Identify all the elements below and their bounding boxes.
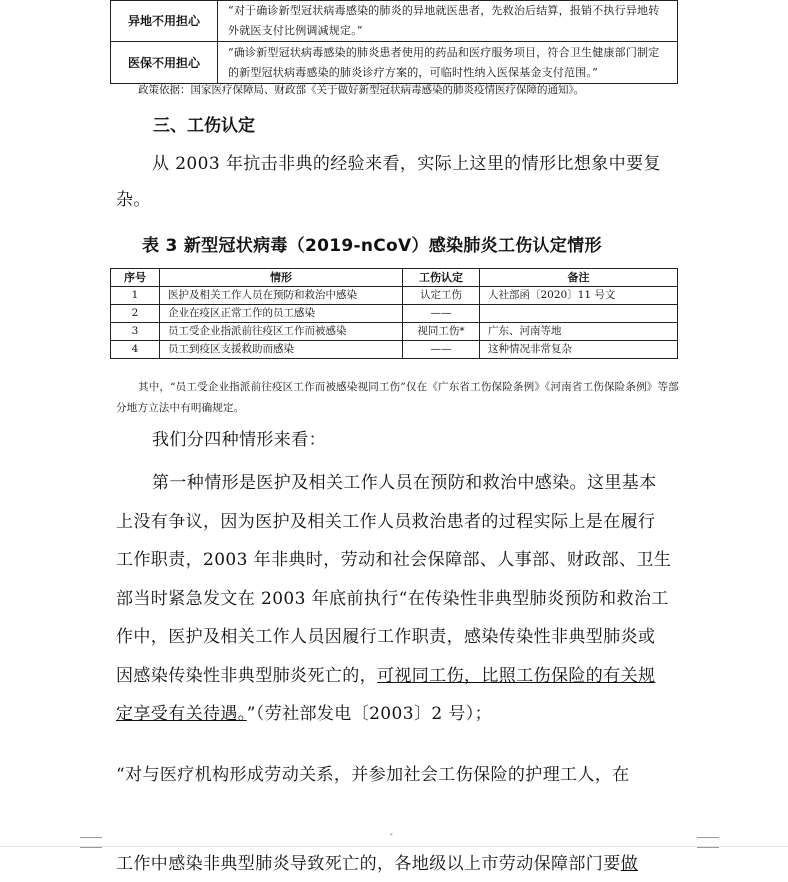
cell: 员工到疫区支援救助而感染 [160,341,403,359]
cell: 这种情况非常复杂 [480,341,678,359]
cell [480,305,678,323]
cell: 4 [111,341,160,359]
cell: —— [403,341,480,359]
first-case-tail: ”（劳社部发电〔2003〕2 号）； [246,704,493,724]
col-header: 备注 [480,269,678,287]
col-header: 情形 [160,269,403,287]
cell: 广东、河南等地 [480,323,678,341]
cell: 医护及相关工作人员在预防和救治中感染 [160,287,403,305]
cell: 2 [111,305,160,323]
cell: 3 [111,323,160,341]
table-caption: 表 3 新型冠状病毒（2019-nCoV）感染肺炎工伤认定情形 [142,236,602,256]
cell: 认定工伤 [403,287,480,305]
cell: 1 [111,287,160,305]
four-cases-paragraph: 我们分四种情形来看： [152,430,326,450]
next-page-text: 工作中感染非典型肺炎导致死亡的，各地级以上市劳动保障部门要 [116,854,621,874]
cell: 企业在疫区正常工作的员工感染 [160,305,403,323]
injury-table [110,268,678,359]
table-row [111,42,678,84]
table-row [111,305,678,323]
section-title: 三、工伤认定 [153,116,255,136]
table-note: 其中，“员工受企业指派前往疫区工作而被感染视同工伤”仅在《广东省工伤保险条例》《河南省工伤保险条例》等部分地方立法中有明确规定。 [116,381,679,414]
first-case-text: 第一种情形是医护及相关工作人员在预防和救治中感染。这里基本上没有争议，因为医护及相关工作人员救治患者的过程实际上是在履行工作职责，2003 年非典时，劳动和社会保障部、人事部、财政部、卫生部当时紧急发文在 2003 年底前执行“在传染性非典型肺炎预防和救治工作中，医护及相关工作人员因履行工作职责，感染传染性非典型肺炎或因感染传染性非典型肺炎死亡的， [116,473,672,686]
table-row [111,287,678,305]
table-header-row [111,269,678,287]
next-page-paragraph [116,846,672,882]
intro-paragraph: 从 2003 年抗击非典的经验来看，实际上这里的情形比想象中要复杂。 [116,154,661,210]
row-content: “确诊新型冠状病毒感染的肺炎患者使用的药品和医疗服务项目，符合卫生健康部门制定的新型冠状病毒感染的肺炎诊疗方案的，可临时性纳入医保基金支付范围。” [218,42,678,84]
row-header: 医保不用担心 [111,42,218,84]
first-case-paragraph [116,464,672,734]
first-case-underlined: 可视同工伤，比照工伤保险的有关规定享受有关待遇。 [116,665,656,724]
col-header: 序号 [111,269,160,287]
cell: —— [403,305,480,323]
row-content: “对于确诊新型冠状病毒感染的肺炎的异地就医患者，先救治后结算，报销不执行异地转外就医支付比例调减规定。” [218,1,678,42]
table-row [111,1,678,42]
policy-source: 政策依据：国家医疗保障局、财政部《关于做好新型冠状病毒感染的肺炎疫情医疗保障的通知》。 [138,84,585,96]
cell: 员工受企业指派前往疫区工作而被感染 [160,323,403,341]
col-header: 工伤认定 [403,269,480,287]
row-header: 异地不用担心 [111,1,218,42]
quote-paragraph: “对与医疗机构形成劳动关系，并参加社会工伤保险的护理工人，在 [116,765,630,785]
top-table [110,0,678,84]
table-row [111,323,678,341]
cell: 人社部函〔2020〕11 号文 [480,287,678,305]
page-break-mark: ˇ [389,834,394,844]
next-page-underlined: 做 [620,854,639,874]
cell: 视同工伤* [403,323,480,341]
table-row [111,341,678,359]
